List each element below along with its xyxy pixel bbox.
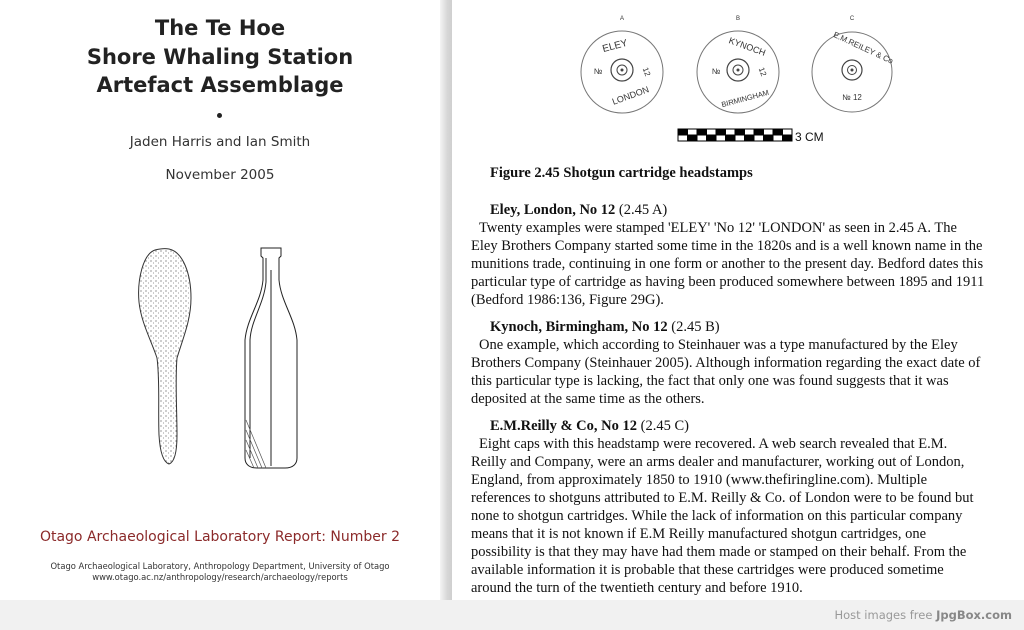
- entry-eley-line-5: (Bedford 1986:136, Figure 29G).: [471, 292, 664, 308]
- entry-heading-reilly-ref: (2.45 C): [637, 418, 689, 434]
- entry-reilly-line-3: England, from approximately 1850 to 1910 (www.thefiringline.com). Multiple: [471, 472, 928, 488]
- report-cover-page: [0, 0, 440, 600]
- headstamp-b-right: 12: [756, 66, 769, 78]
- report-title-heading: [0, 14, 440, 100]
- report-content-page: [452, 0, 1024, 600]
- stone-artefact-drawing: [139, 249, 191, 464]
- headstamp-c: [812, 16, 895, 112]
- entry-kynoch-line-2: Brothers Company (Steinhauer 2005). Although information regarding the exact date of: [471, 355, 981, 371]
- entry-reilly-line-4: references to shotguns attributed to E.M. Reilly & Co. of London were to be found but: [471, 490, 974, 506]
- entry-reilly-line-6: means that it is not known if E.M Reilly manufactured shotgun cartridges, one: [471, 526, 927, 542]
- entry-reilly-line-8: available information it is probable that these cartridges were produced sometime: [471, 562, 944, 578]
- headstamp-a-label: A: [619, 16, 625, 22]
- headstamp-b-label: B: [735, 16, 741, 22]
- entry-heading-eley: [490, 202, 667, 219]
- bottle-drawing: [245, 248, 297, 468]
- entry-heading-eley-title: Eley, London, No 12: [490, 202, 616, 218]
- headstamp-a: [581, 16, 663, 113]
- publication-date: November 2005: [165, 167, 275, 183]
- headstamp-b: [697, 16, 779, 113]
- entry-eley-line-3: munitions trade, continuing in one form or another to the present day. Bedford dates this: [471, 256, 984, 272]
- footer-credit-text: Host images free: [834, 608, 937, 622]
- headstamp-a-left: №: [593, 67, 603, 76]
- entry-kynoch-line-1: One example, which according to Steinhauer was a type manufactured by the Eley: [479, 337, 958, 353]
- footer-bar: [0, 600, 1024, 630]
- entry-reilly-line-2: Reilly and Company, were an arms dealer and manufacturer, working out of London,: [471, 454, 965, 470]
- entry-heading-reilly: [490, 418, 689, 435]
- headstamp-b-bottom: BIRMINGHAM: [720, 87, 770, 110]
- entry-eley-line-2: Eley Brothers Company started some time in the 1820s and is a well known name in the: [471, 238, 983, 254]
- title-line-3: Artefact Assemblage: [96, 73, 344, 97]
- title-bullet-dot: [217, 113, 222, 118]
- report-series-title: Otago Archaeological Laboratory Report: Number 2: [39, 529, 401, 545]
- footer-credit[interactable]: [834, 608, 1012, 622]
- scale-label: 3 CM: [795, 130, 824, 144]
- entry-eley-line-4: particular type of cartridge as having been produced somewhere between 1895 and 1911: [471, 274, 985, 290]
- entry-heading-eley-ref: (2.45 A): [615, 202, 668, 218]
- footer-brand[interactable]: JpgBox.com: [936, 608, 1012, 622]
- headstamp-c-label: C: [849, 16, 855, 22]
- title-line-2: Shore Whaling Station: [86, 44, 354, 69]
- headstamp-c-bottom: № 12: [842, 93, 862, 102]
- headstamp-a-bottom: LONDON: [610, 84, 651, 107]
- entry-reilly-line-1: Eight caps with this headstamp were recovered. A web search revealed that E.M.: [479, 436, 948, 452]
- entry-eley-line-1: Twenty examples were stamped 'ELEY' 'No 12' 'LONDON' as seen in 2.45 A. The: [479, 220, 957, 236]
- report-department: Otago Archaeological Laboratory, Anthropology Department, University of Otago: [50, 561, 390, 571]
- artefact-illustrations: [125, 240, 315, 475]
- entry-body-kynoch: [471, 336, 1016, 408]
- headstamp-a-top: ELEY: [601, 37, 629, 56]
- entry-kynoch-line-4: deposited at the same time as the others.: [471, 391, 705, 407]
- entry-heading-kynoch: [490, 319, 720, 336]
- authors: Jaden Harris and Ian Smith: [129, 134, 311, 150]
- figure-caption: Figure 2.45 Shotgun cartridge headstamps: [490, 165, 753, 181]
- scale-bar: [678, 126, 838, 146]
- headstamp-c-top: E.M.REILEY & Co: [831, 30, 895, 66]
- entry-kynoch-line-3: this particular type is lacking, the fact that only one was found suggests that it was: [471, 373, 949, 389]
- entry-body-eley: [471, 219, 1016, 309]
- entry-heading-kynoch-title: Kynoch, Birmingham, No 12: [490, 319, 668, 335]
- headstamp-a-right: 12: [640, 66, 653, 78]
- entry-heading-kynoch-ref: (2.45 B): [667, 319, 720, 335]
- entry-body-reilly: [471, 435, 1016, 597]
- entry-heading-reilly-title: E.M.Reilly & Co, No 12: [490, 418, 637, 434]
- entry-reilly-line-9: around the turn of the twentieth century and before 1910.: [471, 580, 803, 596]
- entry-reilly-line-7: possibility is that they may have had them made or stamped on their behalf. From the: [471, 544, 967, 560]
- title-line-1: The Te Hoe: [154, 16, 286, 40]
- headstamp-b-top: KYNOCH: [727, 35, 768, 58]
- headstamp-b-left: №: [711, 67, 721, 76]
- entry-reilly-line-5: none to shotgun cartridges. While the lack of information on this particular company: [471, 508, 963, 524]
- report-url: www.otago.ac.nz/anthropology/research/archaeology/reports: [92, 572, 348, 582]
- page-gutter: [440, 0, 452, 600]
- headstamp-figure: [572, 12, 895, 122]
